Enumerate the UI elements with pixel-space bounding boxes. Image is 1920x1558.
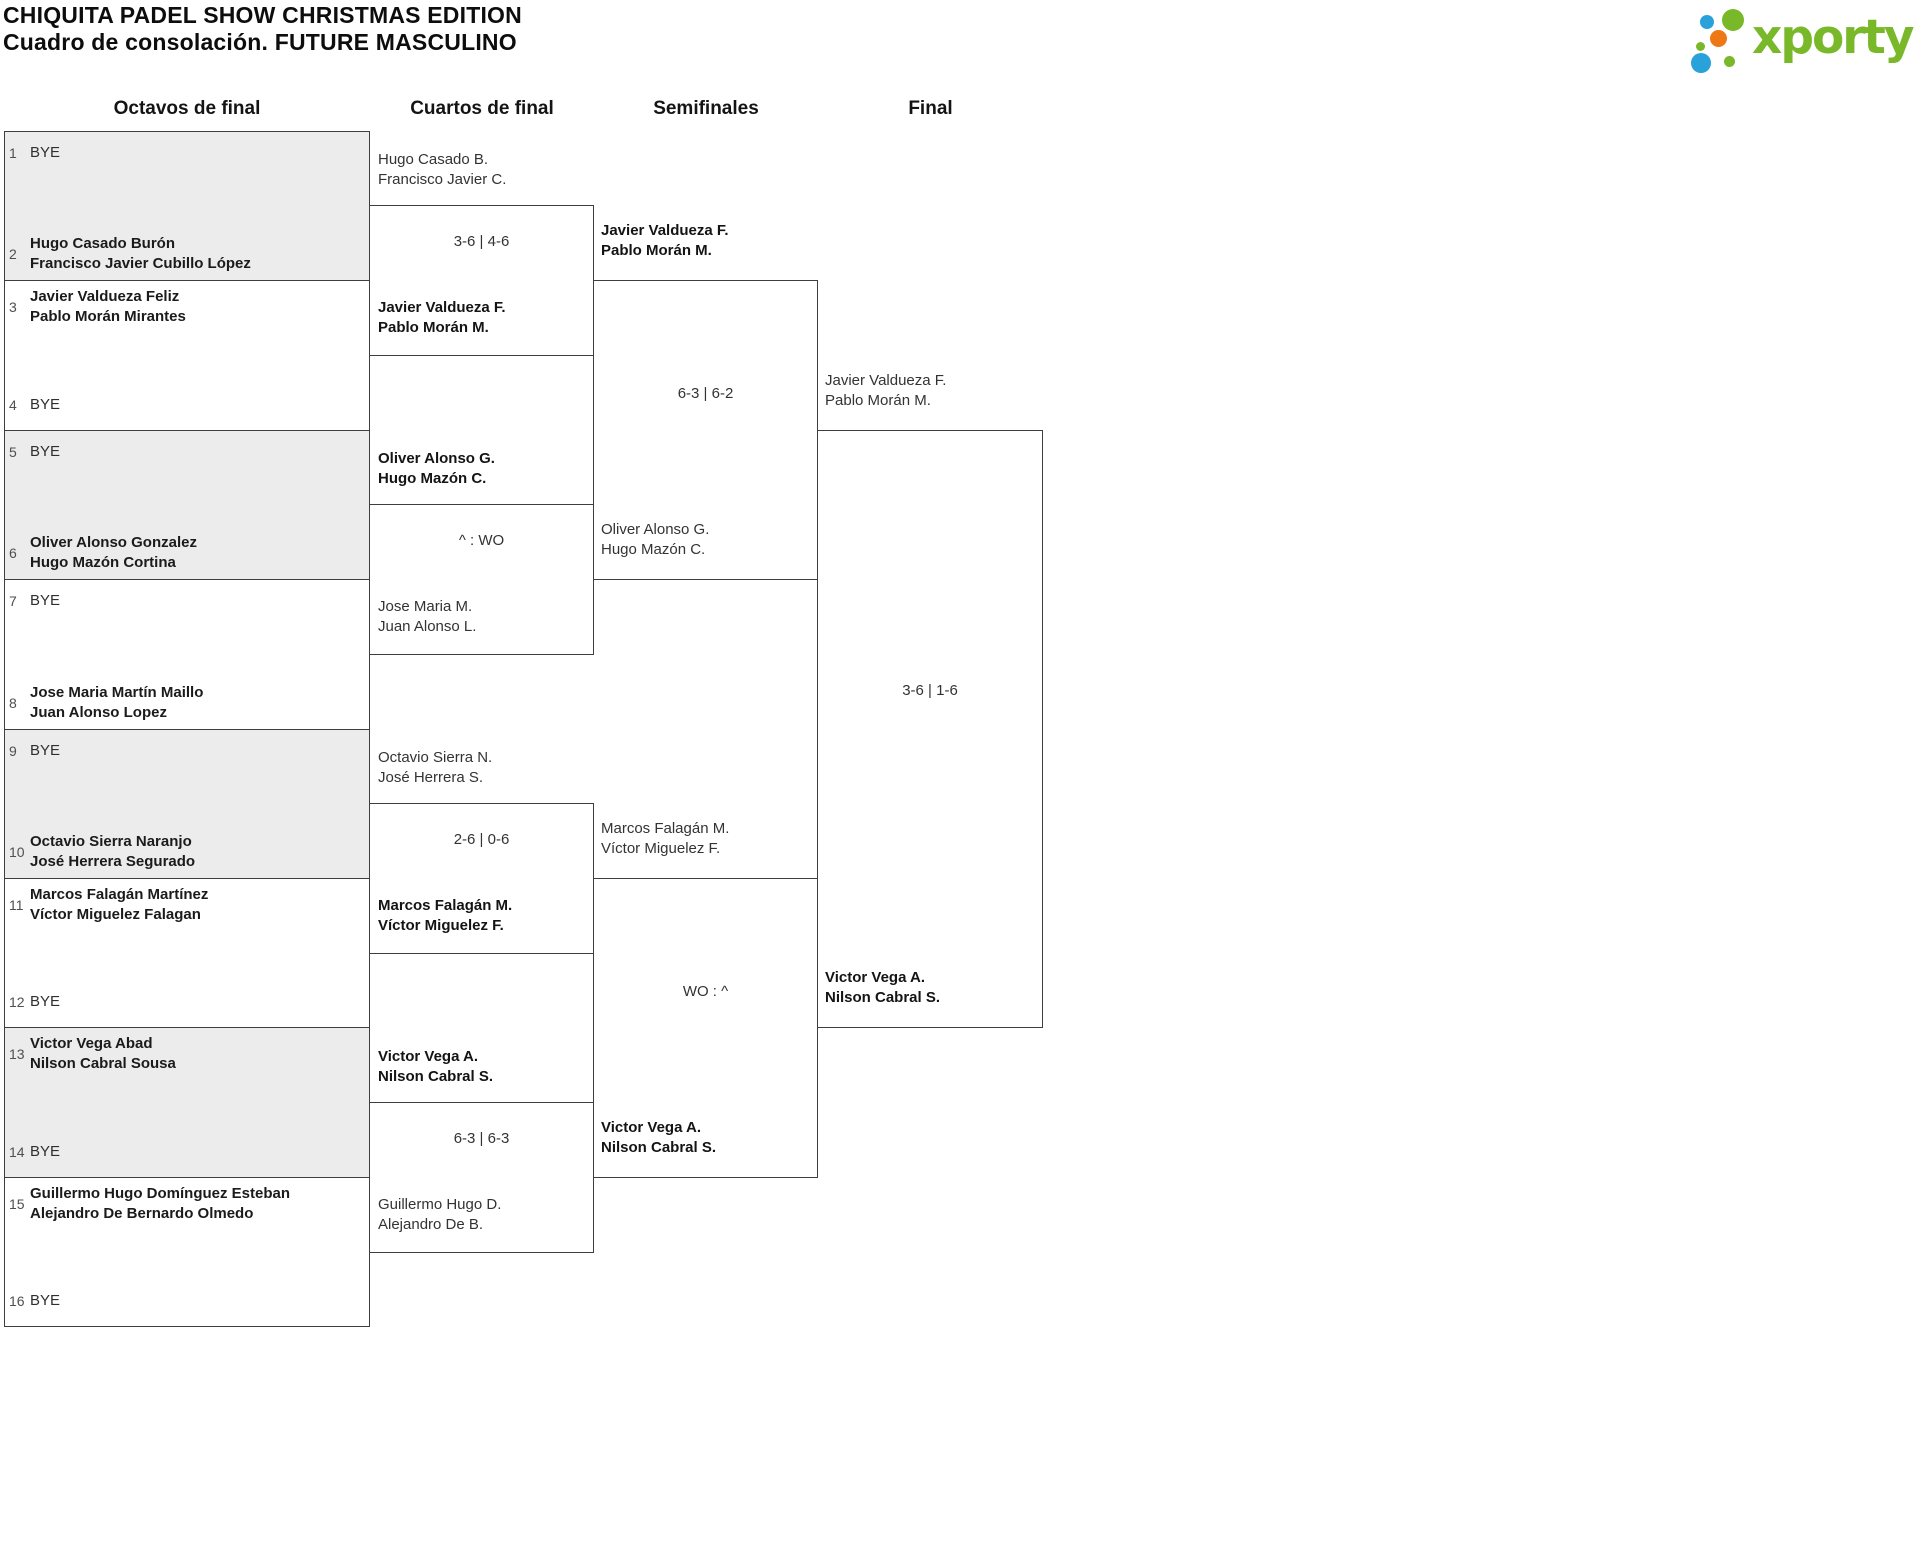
cuartos-1-team-top: Hugo Casado B. Francisco Javier C. — [378, 151, 507, 188]
team-name: BYE — [30, 1292, 61, 1309]
cuartos-4-score: 6-3 | 6-3 — [453, 1130, 510, 1147]
logo-dot-blue-large-icon — [1691, 53, 1711, 73]
cuartos-1-score: 3-6 | 4-6 — [453, 233, 510, 250]
seed-number: 2 — [9, 246, 17, 262]
round-header-final: Final — [908, 98, 953, 119]
round-header-octavos: Octavos de final — [113, 98, 261, 119]
team-name: Víctor Miguelez Falagan — [30, 906, 201, 923]
team-name: José Herrera Segurado — [30, 853, 196, 870]
octavos-slot-seed-6 — [8, 533, 360, 573]
semifinal-1-team-top: Javier Valdueza F. Pablo Morán M. — [601, 222, 729, 259]
page-title: CHIQUITA PADEL SHOW CHRISTMAS EDITION — [3, 2, 522, 28]
semifinal-1-score: 6-3 | 6-2 — [677, 385, 734, 402]
team-name: Victor Vega Abad — [30, 1035, 153, 1052]
seed-number: 6 — [9, 545, 17, 561]
seed-number: 1 — [9, 145, 17, 161]
team-name: Nilson Cabral Sousa — [30, 1055, 176, 1072]
logo-dot-orange-icon — [1710, 30, 1727, 47]
octavos-slot-seed-14 — [8, 1142, 360, 1162]
cuartos-2-score: ^ : WO — [458, 532, 505, 549]
logo-dot-green-small-icon — [1724, 56, 1735, 67]
octavos-slot-seed-4 — [8, 395, 360, 415]
seed-number: 16 — [9, 1293, 25, 1309]
team-name: BYE — [30, 742, 61, 759]
team-name: BYE — [30, 1143, 61, 1160]
team-name: Juan Alonso Lopez — [30, 704, 167, 721]
cuartos-1-team-bottom: Javier Valdueza F. Pablo Morán M. — [378, 299, 506, 336]
team-name: Alejandro De Bernardo Olmedo — [30, 1205, 254, 1222]
semifinal-2-team-bottom: Victor Vega A. Nilson Cabral S. — [601, 1119, 717, 1156]
octavos-slot-seed-11 — [8, 885, 360, 925]
final-team-bottom: Victor Vega A. Nilson Cabral S. — [825, 969, 941, 1006]
seed-number: 10 — [9, 844, 25, 860]
seed-number: 15 — [9, 1196, 25, 1212]
team-name: Oliver Alonso Gonzalez — [30, 534, 197, 551]
logo-dot-green-tiny-icon — [1696, 42, 1705, 51]
team-name: Guillermo Hugo Domínguez Esteban — [30, 1185, 291, 1202]
seed-number: 9 — [9, 743, 17, 759]
octavos-slot-seed-13 — [8, 1034, 360, 1074]
octavos-slot-seed-16 — [8, 1291, 360, 1311]
octavos-slot-seed-3 — [8, 287, 360, 327]
cuartos-4-team-top: Victor Vega A. Nilson Cabral S. — [378, 1048, 494, 1085]
octavos-slot-seed-9 — [8, 741, 360, 761]
cuartos-3-team-bottom: Marcos Falagán M. Víctor Miguelez F. — [378, 897, 513, 934]
seed-number: 8 — [9, 695, 17, 711]
final-box — [817, 430, 1043, 1028]
octavos-slot-seed-12 — [8, 992, 360, 1012]
seed-number: 5 — [9, 444, 17, 460]
seed-number: 4 — [9, 397, 17, 413]
seed-number: 3 — [9, 299, 17, 315]
octavos-slot-seed-1 — [8, 143, 360, 163]
cuartos-3-score: 2-6 | 0-6 — [453, 831, 510, 848]
semifinal-1-team-bottom: Oliver Alonso G. Hugo Mazón C. — [601, 521, 710, 558]
seed-number: 11 — [9, 897, 24, 913]
seed-number: 14 — [9, 1144, 25, 1160]
octavos-slot-seed-7 — [8, 591, 360, 611]
semifinal-2-score: WO : ^ — [682, 983, 729, 1000]
final-team-top: Javier Valdueza F. Pablo Morán M. — [825, 372, 947, 409]
round-header-cuartos: Cuartos de final — [410, 98, 554, 119]
final-score: 3-6 | 1-6 — [902, 682, 958, 699]
octavos-slot-seed-10 — [8, 832, 360, 872]
team-name: BYE — [30, 592, 61, 609]
team-name: Hugo Mazón Cortina — [30, 554, 176, 571]
page-subtitle: Cuadro de consolación. FUTURE MASCULINO — [3, 29, 517, 55]
cuartos-3-team-top: Octavio Sierra N. José Herrera S. — [378, 749, 493, 786]
team-name: Pablo Morán Mirantes — [30, 308, 186, 325]
octavos-slot-seed-15 — [8, 1184, 360, 1224]
semifinal-2-team-top: Marcos Falagán M. Víctor Miguelez F. — [601, 820, 730, 857]
logo-dot-green-large-icon — [1722, 9, 1744, 31]
team-name: BYE — [30, 443, 61, 460]
round-header-semifinales: Semifinales — [653, 98, 759, 119]
logo-dot-blue-small-icon — [1700, 15, 1714, 29]
team-name: BYE — [30, 144, 61, 161]
team-name: Francisco Javier Cubillo López — [30, 255, 251, 272]
octavos-slot-seed-2 — [8, 234, 360, 274]
team-name: Octavio Sierra Naranjo — [30, 833, 192, 850]
seed-number: 12 — [9, 994, 25, 1010]
team-name: Javier Valdueza Feliz — [30, 288, 180, 305]
team-name: BYE — [30, 993, 61, 1010]
cuartos-2-team-bottom: Jose Maria M. Juan Alonso L. — [378, 598, 477, 635]
seed-number: 13 — [9, 1046, 25, 1062]
logo-wordmark: xporty — [1752, 10, 1913, 65]
team-name: Jose Maria Martín Maillo — [30, 684, 204, 701]
seed-number: 7 — [9, 593, 17, 609]
team-name: Hugo Casado Burón — [30, 235, 175, 252]
octavos-slot-seed-8 — [8, 683, 360, 723]
team-name: Marcos Falagán Martínez — [30, 886, 209, 903]
octavos-slot-seed-5 — [8, 442, 360, 462]
cuartos-4-team-bottom: Guillermo Hugo D. Alejandro De B. — [378, 1196, 502, 1233]
cuartos-2-team-top: Oliver Alonso G. Hugo Mazón C. — [378, 450, 495, 487]
team-name: BYE — [30, 396, 61, 413]
